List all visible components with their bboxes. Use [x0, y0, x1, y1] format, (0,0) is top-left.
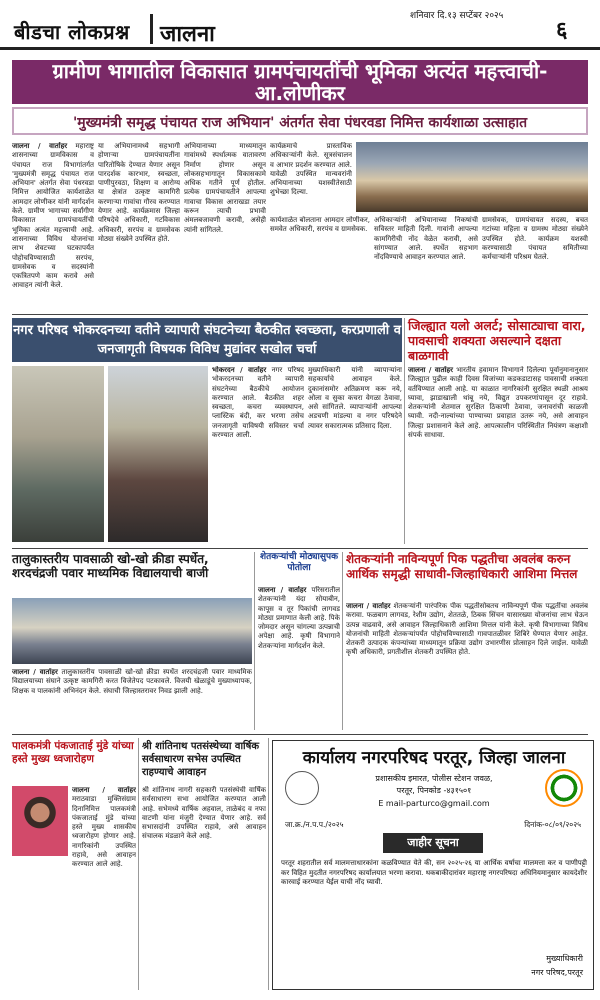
alert-column: [408, 366, 588, 542]
farmers-column: [346, 602, 588, 728]
lead-column-6: ग्रामसेवक, ग्रामपंचायत सदस्य, बचत गटांच्या महिला व ग्रामस्थ मोठ्या संख्येने उपस्थित होते. कार्यक्रम यशस्वी करण्यासाठी पंचायत समितीच्या कर्मचाऱ्यांनी परिश्रम घेतले.: [482, 216, 588, 262]
pankaja-column: [72, 786, 136, 990]
notice-heading: जाहीर सूचना: [383, 833, 483, 853]
column-divider: [404, 318, 405, 544]
column-divider: [342, 552, 343, 730]
pankaja-munde-portrait: [12, 786, 68, 856]
lead-photo-caption: कार्यशाळेत बोलताना आमदार लोणीकर, समवेत अधिकारी, सरपंच व ग्रामसेवक.: [270, 216, 370, 234]
sabha-headline: श्री शांतिनाथ पतसंस्थेच्या वार्षिक सर्वसाधारण सभेस उपस्थित राहण्याचे आवाहन: [142, 741, 260, 778]
kho-kho-column: [12, 668, 252, 728]
lead-column-5: अधिकाऱ्यांनी अभियानाच्या निकषांची सविस्तर माहिती दिली. गावांनी आपल्या कामगिरीची नोंद वेळेत करावी, असे सांगण्यात आले. स्पर्धेत सहभाग नोंदविण्याचे आवाहन करण्यात आले.: [374, 216, 478, 262]
lead-column-3: अभियानाच्या माध्यमातून गावांमध्ये स्पर्धात्मक वातावरण निर्माण होणार असून लोकसहभागातून विकासकामे अधिक गतीने पूर्ण होतील. प्रत्येक ग्रामपंचायतीने आपल्या गावाचा विकास आराखडा तयार करून त्याची प्रभावी अंमलबजावणी करावी, असेही त्यांनी सांगितले.: [184, 142, 266, 234]
column-divider: [268, 738, 269, 990]
masthead-divider: [150, 14, 153, 44]
notice-body: परतूर शहरातील सर्व मालमत्ताधारकांना कळविण्यात येते की, सन २०२५-२६ या आर्थिक वर्षाचा मालमत्ता कर व पाणीपट्टी कर विहित मुदतीत नगरपरिषद कार्यालयात भरणा करावा. थकबाकीदारांवर महाराष्ट्र नगरपरिषदा अधिनियमानुसार कायदेशीर कारवाई करण्यात येईल याची नोंद घ्यावी.: [281, 859, 587, 887]
notice-office-title: कार्यालय नगरपरिषद परतूर, जिल्हा जालना: [302, 748, 566, 768]
pankaja-headline: पालकमंत्री पंकजाताई मुंडे यांच्या हस्ते मुख्य ध्वजारोहण: [12, 740, 134, 765]
lead-column-1: [12, 142, 94, 310]
kho-kho-headline: तालुकास्तरीय पावसाळी खो-खो क्रीडा स्पर्धेत, शरदचंद्रजी पवार माध्यमिक विद्यालयाची बाजी: [12, 552, 209, 580]
masthead: [0, 0, 600, 50]
workshop-group-photo: [356, 142, 588, 212]
potola-body: परिसरातील शेतकऱ्यांनी यंदा सोयाबीन, कापूस व तूर पिकांची लागवड मोठ्या प्रमाणात केली आहे. पिके जोमदार असून चांगल्या उत्पन्नाची अपेक्षा आहे. कृषी विभागाने शेतकऱ्यांना मार्गदर्शन केले.: [258, 586, 340, 650]
notice-signatory-office: नगर परिषद,परतूर: [531, 968, 583, 977]
newspaper-name: बीडचा लोकप्रश्न: [14, 20, 130, 44]
sabha-column: श्री शांतिनाथ नागरी सहकारी पतसंस्थेची वार्षिक सर्वसाधारण सभा आयोजित करण्यात आली आहे. सभेमध्ये वार्षिक अहवाल, ताळेबंद व नफा वाटणी यांना मंजुरी देण्यात येणार आहे. सर्व सभासदांनी उपस्थित राहावे, असे आवाहन संचालक मंडळाने केले आहे.: [142, 786, 266, 841]
notice-signatory-title: मुख्याधिकारी: [546, 954, 583, 963]
page-number: ६: [556, 18, 568, 43]
public-notice-box: [272, 740, 594, 990]
alert-headline: जिल्ह्यात यलो अलर्ट; सोसाट्याचा वारा, पावसाची शक्यता असल्याने दक्षता बाळगावी: [408, 318, 586, 363]
notice-address-line-1: प्रशासकीय इमारत, पोलीस स्टेशन जवळ,: [375, 774, 493, 783]
alert-dateline: जालना / वार्ताहर: [408, 366, 454, 374]
notice-date: दिनांक-०८/०९/२०२५: [524, 820, 581, 829]
potola-column: [258, 586, 340, 728]
kho-kho-team-photo: [12, 598, 252, 664]
notice-email: E mail-parturco@gmail.com: [378, 799, 490, 808]
pankaja-dateline: जालना / वार्ताहर: [72, 786, 136, 794]
lead-body-1: महाराष्ट्र शासनाच्या ग्रामविकास व पंचायत राज विभागांतर्गत 'मुख्यमंत्री समृद्ध पंचायत राज अभियान' अंतर्गत सेवा पंधरवडा निमित्त आयोजित कार्यशाळेत आमदार लोणीकर यांनी मार्गदर्शन केले. ग्रामीण भागाच्या सर्वांगीण विकासात ग्रामपंचायतींची भूमिका अत्यंत महत्त्वाची आहे. शासनाच्या विविध योजनांचा लाभ शेवटच्या घटकापर्यंत पोहोचविण्यासाठी सरपंच, ग्रामसेवक व सदस्यांनी एकत्रितपणे काम करावे असे आवाहन त्यांनी केले.: [12, 142, 94, 290]
section-divider: [12, 548, 588, 549]
farmers-headline: शेतकऱ्यांनी नाविन्यपूर्ण पिक पद्धतीचा अवलंब करुन आर्थिक समृद्धी साधावी-जिल्हाधिकारी आशिमा मित्तल: [346, 552, 578, 581]
lead-dateline: जालना / वार्ताहर: [12, 142, 68, 150]
traders-body-1: नगर परिषद भोकरदनच्या वतीने व्यापारी संघटनेच्या बैठकीचे आयोजन करण्यात आले. बैठकीत शहर स्वच्छता, कचरा व्यवस्थापन, प्लास्टिक बंदी, कर भरणा तसेच जनजागृती याविषयी सविस्तर चर्चा करण्यात आली.: [212, 366, 304, 440]
potola-headline: शेतकऱ्यांची मोठ्यासुपक पोतोला: [260, 552, 338, 573]
traders-column-2: मुख्याधिकारी यांनी व्यापाऱ्यांना सहकार्याचे आवाहन केले. दुकानांसमोर अतिक्रमण करू नये, ओला व सुका कचरा वेगळा ठेवावा, असे सांगितले. व्यापाऱ्यांनी आपल्या अडचणी मांडल्या व नगर परिषदेने त्यावर सकारात्मक प्रतिसाद दिला.: [308, 366, 402, 430]
alert-body: भारतीय हवामान विभागाने दिलेल्या पूर्वानुमानानुसार जिल्ह्यात पुढील काही दिवस विजांच्या कडकडाटासह पावसाची शक्यता वर्तविण्यात आली आहे. या काळात नागरिकांनी सुरक्षित स्थळी आश्रय घ्यावा, झाडाखाली थांबू नये, विद्युत उपकरणांपासून दूर राहावे. शेतकऱ्यांनी शेतमाल सुरक्षित ठिकाणी ठेवावा, जनावरांची काळजी घ्यावी. नदी-नाल्यांच्या पाण्याच्या प्रवाहात उतरू नये, असे आवाहन जिल्हा प्रशासनाने केले आहे. आपत्कालीन परिस्थितीत नियंत्रण कक्षाशी संपर्क साधावा.: [408, 366, 588, 440]
pankaja-body: मराठवाडा मुक्तिसंग्राम दिनानिमित्त पालकमंत्री पंकजाताई मुंडे यांच्या हस्ते मुख्य शासकीय ध्वजारोहण होणार आहे. नागरिकांनी उपस्थित राहावे, असे आवाहन करण्यात आले आहे.: [72, 795, 136, 869]
farmers-body: शेतकऱ्यांनी पारंपरिक पीक पद्धतीसोबतच नाविन्यपूर्ण पीक पद्धतींचा अवलंब करावा. फळबाग लागवड, रेशीम उद्योग, शेततळे, ठिबक सिंचन यासारख्या योजनांचा लाभ घेऊन उत्पन्न वाढवावे, असे आवाहन जिल्हाधिकारी आशिमा मित्तल यांनी केले. कृषी विभागाच्या विविध योजनांची माहिती शेतकऱ्यांपर्यंत पोहोचविण्यासाठी गावपातळीवर शिबिरे घेण्यात येणार आहेत. शेतकरी उत्पादक कंपन्यांच्या माध्यमातून प्रक्रिया उद्योग उभारणीस प्रोत्साहन दिले जाईल. यावेळी कृषी अधिकारी, प्रगतीशील शेतकरी उपस्थित होते.: [346, 602, 588, 657]
traders-dateline: भोकरदन / वार्ताहर: [212, 366, 267, 374]
kho-kho-body: तालुकास्तरीय पावसाळी खो-खो क्रीडा स्पर्धेत शरदचंद्रजी पवार माध्यमिक विद्यालयाच्या संघाने उत्कृष्ट कामगिरी करत विजेतेपद पटकावले. विजयी खेळाडूंचे मुख्याध्यापक, शिक्षक व पालकांनी अभिनंदन केले. संघाची जिल्हास्तरावर निवड झाली आहे.: [12, 668, 252, 695]
notice-reference-number: जा.क्र./न.प.प./२०२५: [285, 820, 344, 829]
notice-address-line-2: परतूर, पिनकोड -४३१५०१: [396, 786, 472, 795]
kho-kho-dateline: जालना / वार्ताहर: [12, 668, 58, 676]
lead-column-2: या अभियानामध्ये सहभागी होणाऱ्या ग्रामपंचायतींना पारितोषिके देण्यात येणार असून पारदर्शक कारभार, स्वच्छता, पाणीपुरवठा, शिक्षण व आरोग्य या क्षेत्रांत उत्कृष्ट कामगिरी करणाऱ्या गावांचा गौरव करण्यात येणार आहे. कार्यक्रमास जिल्हा परिषदेचे अधिकारी, गटविकास अधिकारी, सरपंच व ग्रामसेवक मोठ्या संख्येने उपस्थित होते.: [98, 142, 180, 243]
traders-column-1: [212, 366, 304, 542]
lead-headline: ग्रामीण भागातील विकासात ग्रामपंचायतींची भूमिका अत्यंत महत्त्वाची-आ.लोणीकर: [12, 60, 588, 104]
column-divider: [254, 552, 255, 730]
lead-column-4: कार्यक्रमाचे प्रास्ताविक अधिकाऱ्यांनी केले. सूत्रसंचालन व आभार प्रदर्शन करण्यात आले. यावेळी उपस्थित मान्यवरांनी अभियानाच्या यशस्वीतेसाठी शुभेच्छा दिल्या.: [270, 142, 352, 197]
traders-headline: नगर परिषद भोकरदनच्या वतीने व्यापारी संघटनेच्या बैठकीत स्वच्छता, करप्रणाली व जनजागृती विषयक विविध मुद्यांवर सखोल चर्चा: [12, 318, 402, 362]
traders-meeting-photo: [12, 366, 104, 542]
lead-subheadline: 'मुख्यमंत्री समृद्ध पंचायत राज अभियान' अंतर्गत सेवा पंधरवडा निमित्त कार्यशाळा उत्साहात: [12, 107, 588, 135]
officer-speaking-photo: [108, 366, 208, 542]
column-divider: [138, 738, 139, 990]
section-divider: [12, 314, 588, 315]
farmers-dateline: जालना / वार्ताहर: [346, 602, 391, 610]
issue-date: शनिवार दि.१३ सप्टेंबर २०२५: [410, 11, 504, 21]
edition-name: जालना: [160, 22, 215, 47]
section-divider: [12, 734, 588, 735]
potola-dateline: जालना / वार्ताहर: [258, 586, 307, 594]
